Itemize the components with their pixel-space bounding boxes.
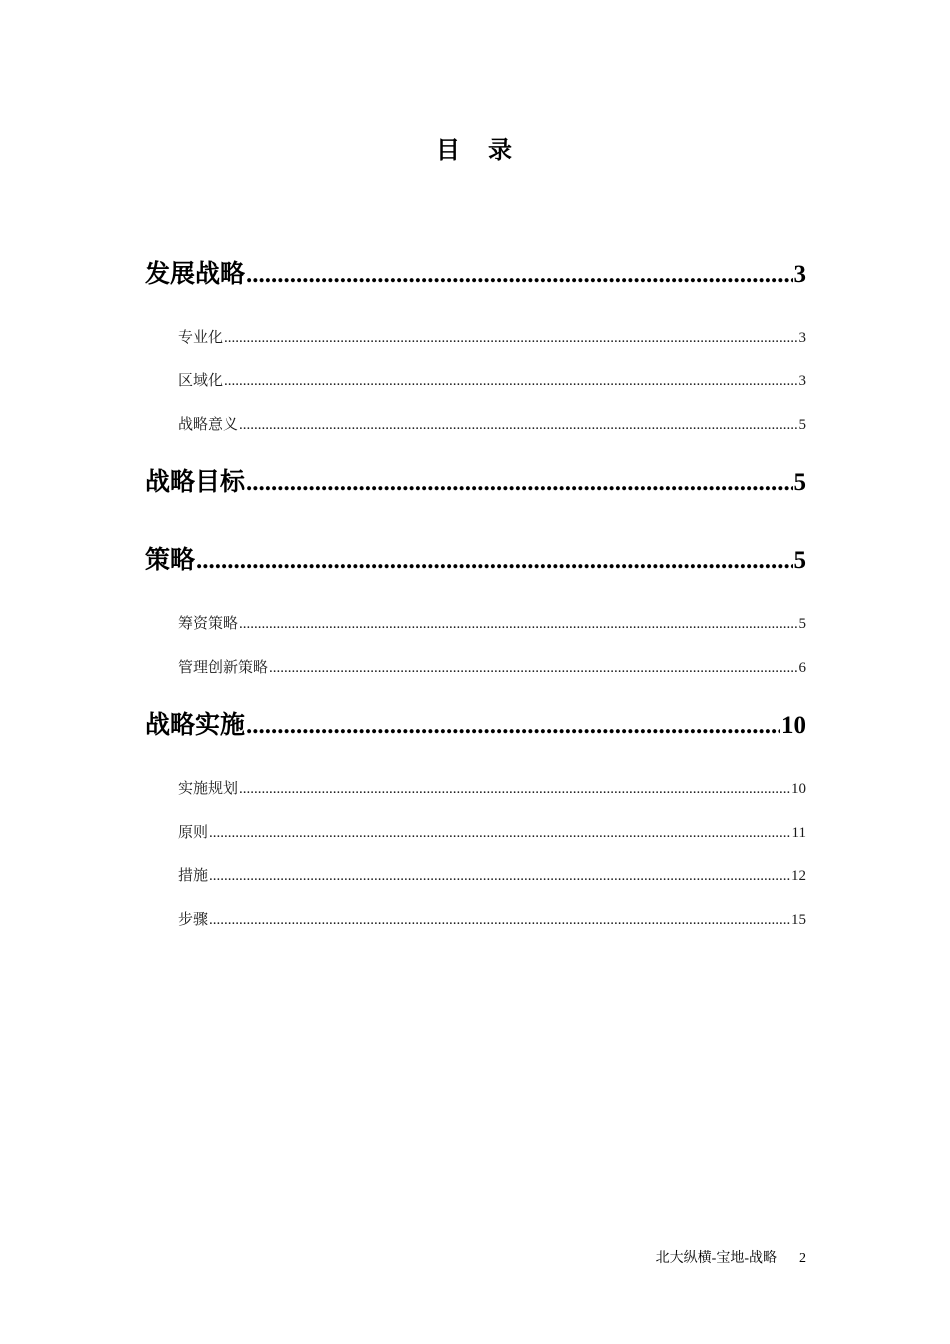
toc-entry-specialization[interactable] <box>178 326 806 348</box>
toc-entry-label: 筹资策略 <box>178 616 239 632</box>
toc-page-number: 3 <box>798 330 806 346</box>
toc-dot-leader <box>246 261 792 288</box>
toc-entry-strategic-significance[interactable] <box>178 413 806 435</box>
toc-entry-tactics[interactable] <box>145 540 806 574</box>
toc-page-number: 3 <box>793 261 806 288</box>
toc-entry-label: 步骤 <box>178 912 209 928</box>
toc-entry-regionalization[interactable] <box>178 369 806 391</box>
toc-dot-leader <box>224 373 797 390</box>
toc-dot-leader <box>209 912 790 929</box>
toc-entry-label: 原则 <box>178 825 209 841</box>
toc-page-number: 10 <box>781 712 806 739</box>
toc-entry-development-strategy[interactable] <box>145 254 806 288</box>
toc-entry-label: 发展战略 <box>145 261 246 288</box>
toc-page-number: 3 <box>798 373 806 389</box>
toc-dot-leader <box>246 712 780 739</box>
toc-entry-label: 管理创新策略 <box>178 660 269 676</box>
toc-dot-leader <box>196 547 792 574</box>
toc-entry-label: 策略 <box>145 547 196 574</box>
toc-dot-leader <box>239 781 790 798</box>
toc-entry-label: 战略目标 <box>145 469 246 496</box>
footer-text: 北大纵横-宝地-战略 <box>655 1251 777 1266</box>
toc-page-number: 5 <box>793 469 806 496</box>
toc-dot-leader <box>209 825 791 842</box>
toc-dot-leader <box>239 616 797 633</box>
toc-entry-steps[interactable] <box>178 908 806 930</box>
toc-dot-leader <box>239 417 797 434</box>
toc-entry-measures[interactable] <box>178 864 806 886</box>
toc-dot-leader <box>269 660 797 677</box>
page-title: 目 录 <box>436 138 514 164</box>
toc-entry-management-innovation-strategy[interactable] <box>178 656 806 678</box>
toc-entry-strategic-goals[interactable] <box>145 462 806 496</box>
footer-page-number: 2 <box>799 1251 806 1266</box>
toc-page-number: 12 <box>791 868 806 884</box>
toc-entry-financing-strategy[interactable] <box>178 612 806 634</box>
toc-entry-label: 战略实施 <box>145 712 246 739</box>
toc-entry-strategy-implementation[interactable] <box>145 705 806 739</box>
toc-page-number: 11 <box>791 825 806 841</box>
toc-entry-label: 战略意义 <box>178 417 239 433</box>
toc-entry-label: 措施 <box>178 868 209 884</box>
toc-page-number: 5 <box>793 547 806 574</box>
toc-page-number: 5 <box>798 616 806 632</box>
toc-entry-label: 专业化 <box>178 330 224 346</box>
toc-dot-leader <box>246 469 792 496</box>
toc-entry-principles[interactable] <box>178 821 806 843</box>
toc-dot-leader <box>209 868 790 885</box>
toc-dot-leader <box>224 330 797 347</box>
toc-entry-label: 实施规划 <box>178 781 239 797</box>
toc-entry-implementation-plan[interactable] <box>178 777 806 799</box>
page-footer <box>656 1247 806 1267</box>
toc-page-number: 5 <box>798 417 806 433</box>
toc-page-number: 15 <box>791 912 806 928</box>
toc-page-number: 6 <box>798 660 806 676</box>
toc-page-number: 10 <box>791 781 806 797</box>
toc-entry-label: 区域化 <box>178 373 224 389</box>
